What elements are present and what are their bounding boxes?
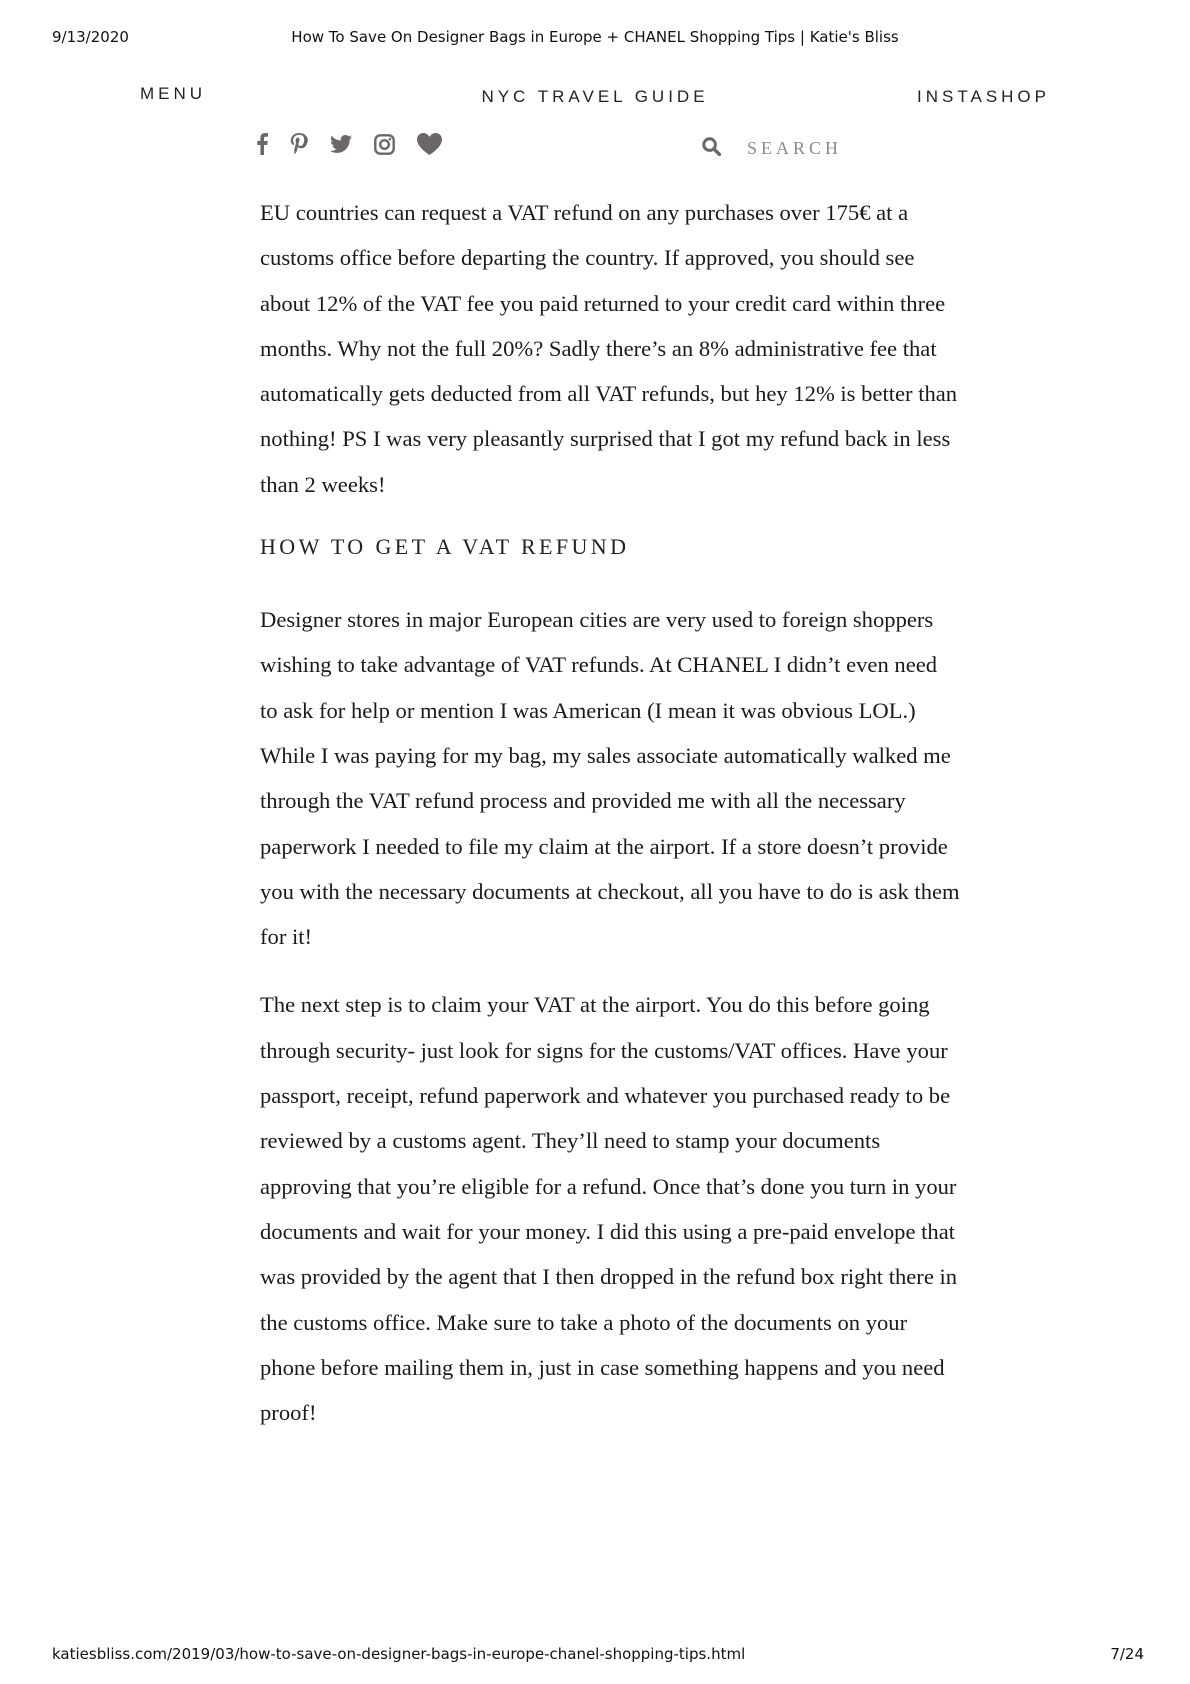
twitter-icon[interactable] (330, 135, 352, 153)
print-date: 9/13/2020 (52, 28, 129, 46)
heart-icon[interactable] (417, 133, 442, 155)
search-input[interactable] (747, 138, 897, 159)
facebook-icon[interactable] (256, 133, 268, 155)
print-page-number: 7/24 (1110, 1645, 1144, 1663)
print-page-title: How To Save On Designer Bags in Europe + CHANEL Shopping Tips | Katie's Bliss (291, 28, 899, 46)
social-links (256, 133, 442, 155)
menu-link[interactable]: MENU (140, 84, 207, 103)
instagram-icon[interactable] (374, 134, 395, 155)
nyc-travel-guide-link[interactable]: NYC TRAVEL GUIDE (481, 87, 709, 106)
pinterest-icon[interactable] (290, 133, 308, 155)
article-body (260, 190, 960, 1435)
article-paragraph: Designer stores in major European cities are very used to foreign shoppers wishing to take advantage of VAT refunds. At CHANEL I didn’t even need to ask for help or mention I was American (I mean it was obvious LOL.) While I was paying for my bag, my sales associate automatically walked me through the VAT refund process and provided me with all the necessary paperwork I needed to file my claim at the airport. If a store doesn’t provide you with the necessary documents at checkout, all you have to do is ask them for it! (260, 607, 960, 950)
instashop-link[interactable]: INSTASHOP (917, 87, 1050, 106)
section-heading: HOW TO GET A VAT REFUND (260, 534, 630, 560)
print-url: katiesbliss.com/2019/03/how-to-save-on-designer-bags-in-europe-chanel-shopping-tips.html (52, 1645, 746, 1663)
article-paragraph: The next step is to claim your VAT at the airport. You do this before going through security- just look for signs for the customs/VAT offices. Have your passport, receipt, refund paperwork and whatever you purchased ready to be reviewed by a customs agent. They’ll need to stamp your documents approving that you’re eligible for a refund. Once that’s done you turn in your documents and wait for your money. I did this using a pre-paid envelope that was provided by the agent that I then dropped in the refund box right there in the customs office. Make sure to take a photo of the documents on your phone before mailing them in, just in case something happens and you need proof! (260, 992, 958, 1426)
article-paragraph: EU countries can request a VAT refund on any purchases over 175€ at a customs office before departing the country. If approved, you should see about 12% of the VAT fee you paid returned to your credit card within three months. Why not the full 20%? Sadly there’s an 8% administrative fee that automatically gets deducted from all VAT refunds, but hey 12% is better than nothing! PS I was very pleasantly surprised that I got my refund back in less than 2 weeks! (260, 200, 958, 497)
search-icon[interactable] (702, 137, 721, 160)
search-bar (702, 137, 897, 160)
